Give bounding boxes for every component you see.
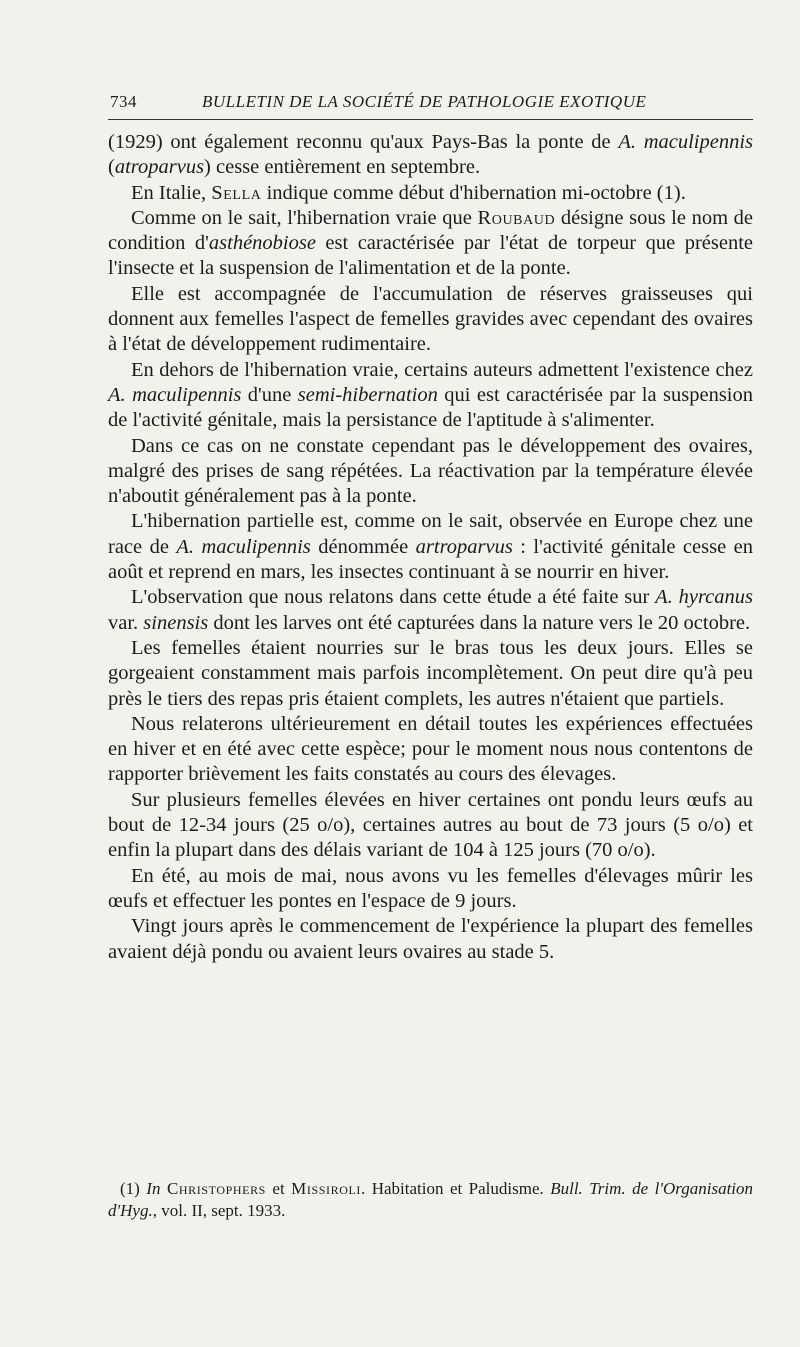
paragraph-2: En Italie, Sella indique comme début d'hibernation mi-octobre (1).: [131, 181, 686, 204]
author-name: Christophers: [166, 1179, 266, 1198]
paragraph-4: Elle est accompagnée de l'accumulation de réserves graisseuses qui donnent aux femelles l'aspect de femelles gravides avec cependant des ovaires à l'état de développement rudimentaire.: [108, 282, 753, 356]
header-rule: [108, 119, 753, 120]
paragraph-1: (1929) ont également reconnu qu'aux Pays-Bas la ponte de A. maculipennis (atroparvus) cesse entièrement en septembre.: [108, 131, 754, 179]
paragraph-11: Sur plusieurs femelles élevées en hiver certaines ont pondu leurs œufs au bout de 12-34 jours (25 o/o), certaines autres au bout de 73 jours (5 o/o) et enfin la plupart dans des délais variant de 104 à 125 jours (70 o/o).: [108, 788, 753, 862]
footnote: [108, 1178, 753, 1222]
body-text: [108, 130, 753, 965]
author-name: Missiroli: [291, 1179, 362, 1198]
paragraph-8: L'observation que nous relatons dans cette étude a été faite sur A. hyrcanus var. sinensis dont les larves ont été capturées dans la nature vers le 20 octobre.: [108, 586, 753, 634]
paragraph-9: Les femelles étaient nourries sur le bras tous les deux jours. Elles se gorgeaient constamment mais parfois incomplètement. On peut dire qu'à peu près le tiers des repas pris étaient complets, les autres n'étaient que partiels.: [108, 636, 753, 710]
paragraph-10: Nous relaterons ultérieurement en détail toutes les expériences effectuées en hiver et en été avec cette espèce; pour le moment nous nous contentons de rapporter brièvement les faits constatés au cours des élevages.: [108, 712, 753, 786]
page-number: 734: [110, 92, 137, 111]
paragraph-7: L'hibernation partielle est, comme on le sait, observée en Europe chez une race de A. maculipennis dénommée artroparvus : l'activité génitale cesse en août et reprend en mars, les insectes continuant à se nourrir en hiver.: [108, 510, 753, 584]
paragraph-12: En été, au mois de mai, nous avons vu les femelles d'élevages mûrir les œufs et effectuer les pontes en l'espace de 9 jours.: [108, 864, 753, 912]
paragraph-3: Comme on le sait, l'hibernation vraie que Roubaud désigne sous le nom de condition d'asthénobiose est caractérisée par l'état de torpeur que présente l'insecte et la suspension de l'alimentation et de la ponte.: [108, 206, 753, 280]
paragraph-5: En dehors de l'hibernation vraie, certains auteurs admettent l'existence chez A. maculipennis d'une semi-hibernation qui est caractérisée par la suspension de l'activité génitale, mais la persistance de l'aptitude à s'alimenter.: [108, 358, 753, 432]
paragraph-6: Dans ce cas on ne constate cependant pas le développement des ovaires, malgré des prises de sang répétées. La réactivation par la température élevée n'aboutit généralement pas à la ponte.: [108, 434, 753, 508]
author-name: Roubaud: [477, 206, 556, 229]
running-title: BULLETIN DE LA SOCIÉTÉ DE PATHOLOGIE EXOTIQUE: [202, 92, 647, 111]
paragraph-13: Vingt jours après le commencement de l'expérience la plupart des femelles avaient déjà pondu ou avaient leurs ovaires au stade 5.: [108, 915, 753, 963]
author-name: Sella: [211, 181, 262, 204]
footnote-1: (1) In Christophers et Missiroli. Habitation et Paludisme. Bull. Trim. de l'Organisation d'Hyg., vol. II, sept. 1933.: [108, 1179, 754, 1220]
